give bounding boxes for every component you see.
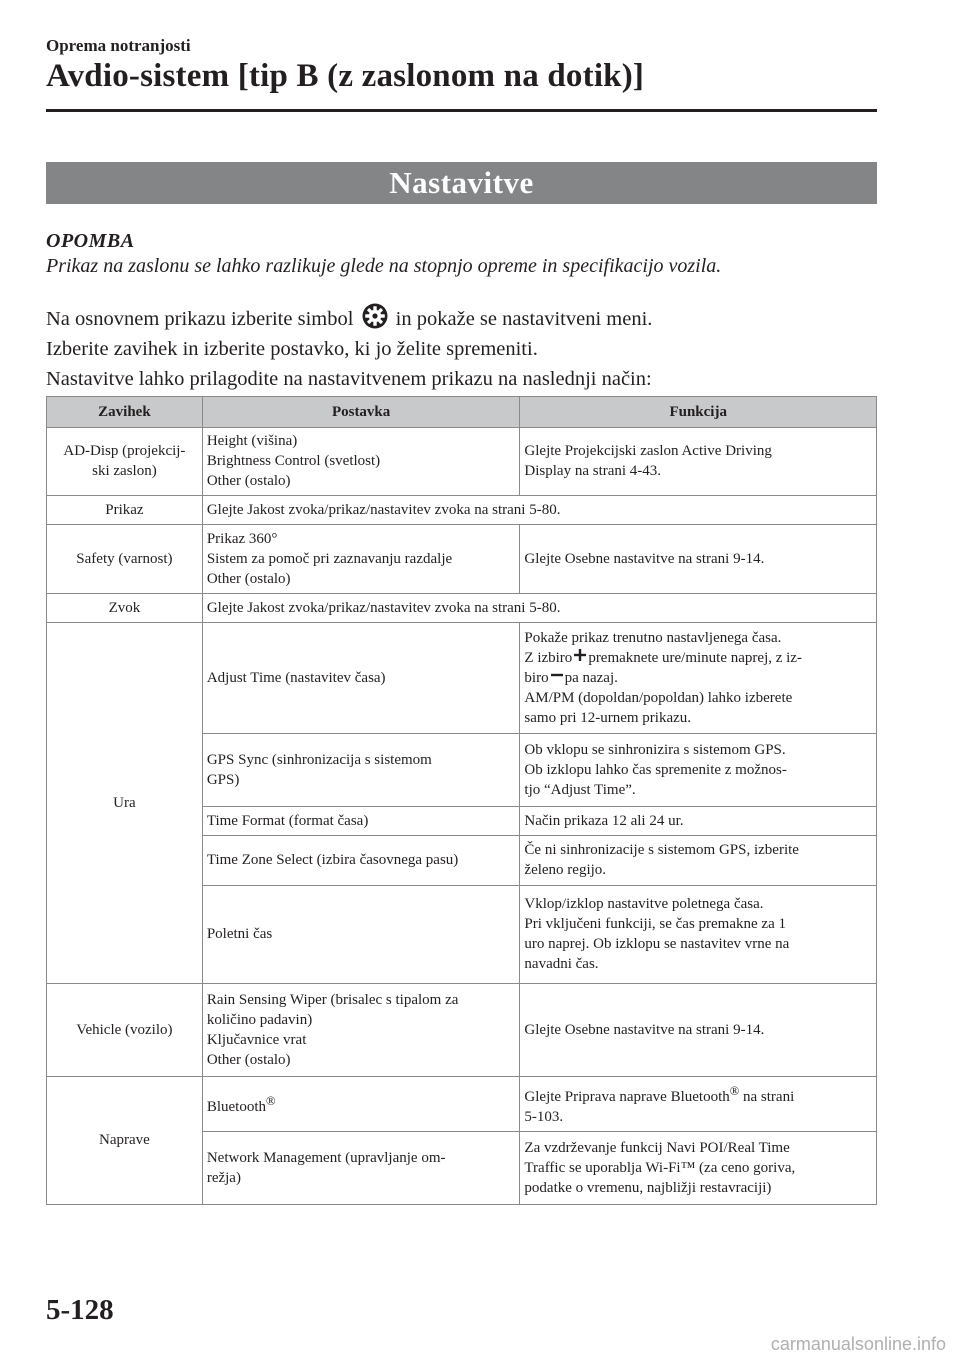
settings-table [46,396,877,1205]
tab-cell-zvok: Zvok [47,594,203,623]
intro-line-3: Nastavitve lahko prilagodite na nastavitvenem prikazu na naslednji način: [46,368,652,390]
watermark: carmanualsonline.info [770,1334,946,1354]
function-text [524,668,872,688]
chapter-title: Avdio-sistem [tip B (z zaslonom na dotik)] [46,58,645,94]
section-header-bar [46,162,877,204]
item-other: Other (ostalo) [206,473,291,489]
function-text [524,648,872,668]
function-text: Za vzdrževanje funkcij Navi POI/Real Time [524,1139,790,1156]
merged-cell: Glejte Jakost zvoka/prikaz/nastavitev zvoka na strani 5-80. [202,594,876,623]
tab-cell-vehicle: Vehicle (vozilo) [47,984,203,1077]
merged-cell: Glejte Jakost zvoka/prikaz/nastavitev zvoka na strani 5-80. [202,496,876,525]
note-text: Prikaz na zaslonu se lahko razlikuje glede na stopnjo opreme in specifikacijo vozila. [46,255,722,277]
function-cell [520,836,877,886]
function-text-part: biro [524,669,549,686]
function-text: AM/PM (dopoldan/popoldan) lahko izberete [524,689,793,706]
function-cell: Glejte Osebne nastavitve na strani 9-14. [520,525,877,594]
table-row [47,594,877,623]
intro-line-1-start: Na osnovnem prikazu izberite simbol [46,308,354,330]
function-cell: Način prikaza 12 ali 24 ur. [520,807,877,836]
item-cell [202,525,520,594]
function-cell [520,734,877,807]
item-text: Other (ostalo) [206,1051,291,1068]
item-text: Bluetooth [206,1098,266,1115]
table-row [47,428,877,496]
function-text: Ob vklopu se sinhronizira s sistemom GPS. [524,741,786,758]
tab-cell-prikaz: Prikaz [47,496,203,525]
item-time-format: Time Format (format časa) [202,807,520,836]
function-text: navadni čas. [524,956,599,972]
tab-cell-naprave: Naprave [47,1077,203,1205]
function-cell [520,1077,877,1132]
function-text: Če ni sinhronizacije s sistemom GPS, izberite [524,842,799,858]
tab-label-line: AD-Disp (projekcij- [63,443,186,459]
minus-icon [551,669,563,681]
item-gps-sync [202,734,520,807]
table-row [47,984,877,1077]
function-text: uro naprej. Ob izklopu se nastavitev vrne na [524,936,790,952]
function-cell: Glejte Osebne nastavitve na strani 9-14. [520,984,877,1077]
intro-line-1-end: in pokaže se nastavitveni meni. [395,308,653,330]
item-other: Other (ostalo) [206,570,291,587]
function-text: tjo “Adjust Time”. [524,781,636,798]
function-text: Traffic se uporablja Wi-Fi™ (za ceno goriva, [524,1159,796,1176]
function-text [524,1081,872,1107]
item-text: količino padavin) [206,1011,313,1028]
item-height: Height (višina) [206,433,298,449]
table-header-row [47,397,877,428]
intro-line-2: Izberite zavihek in izberite postavko, ki jo želite spremeniti. [46,338,538,360]
function-text: 5-103. [524,1108,564,1125]
tab-label-line: ski zaslon) [92,463,157,479]
table-row [47,623,877,734]
item-text: Ključavnice vrat [206,1031,307,1048]
item-adjust-time: Adjust Time (nastavitev časa) [202,623,520,734]
table-row [47,525,877,594]
item-cell [202,428,520,496]
column-header-function: Funkcija [520,397,877,428]
item-text: GPS Sync (sinhronizacija s sistemom [206,751,432,768]
section-label: Oprema notranjosti [46,36,191,55]
table-row [47,496,877,525]
item-cell [202,984,520,1077]
function-cell [520,428,877,496]
settings-gear-icon [361,302,389,330]
function-text: Pokaže prikaz trenutno nastavljenega časa. [524,629,782,646]
function-text: Vklop/izklop nastavitve poletnega časa. [524,896,764,912]
table-row [47,1077,877,1132]
title-divider [46,109,877,112]
column-header-item: Postavka [202,397,520,428]
tab-cell-ad-disp [47,428,203,496]
item-bluetooth [202,1077,520,1132]
item-daylight-saving: Poletni čas [202,886,520,984]
function-text: podatke o vremenu, najbližji restavraciji) [524,1179,772,1196]
function-text: Pri vključeni funkciji, se čas premakne za 1 [524,916,786,932]
registered-mark: ® [266,1093,276,1108]
item-text: Network Management (upravljanje om- [206,1149,446,1166]
function-text: Ob izklopu lahko čas spremenite z možnos- [524,761,787,778]
item-network-management [202,1132,520,1205]
function-text: samo pri 12-urnem prikazu. [524,709,692,726]
intro-line-1 [46,302,652,334]
function-cell [520,886,877,984]
function-text-part: na strani [743,1088,795,1105]
function-cell [520,623,877,734]
function-text: želeno regijo. [524,862,607,878]
item-time-zone: Time Zone Select (izbira časovnega pasu) [202,836,520,886]
tab-cell-safety: Safety (varnost) [47,525,203,594]
item-360-view: Prikaz 360° [206,530,278,547]
page-number: 5-128 [46,1294,114,1326]
function-text-part: premaknete ure/minute naprej, z iz- [588,649,802,666]
function-text-part: Glejte Priprava naprave Bluetooth [524,1088,730,1105]
item-text: režja) [206,1169,241,1186]
registered-mark: ® [729,1083,740,1098]
intro-text [46,302,652,394]
column-header-tab: Zavihek [47,397,203,428]
plus-icon [574,649,586,661]
function-text: Display na strani 4-43. [524,463,662,479]
item-parking-sensor: Sistem za pomoč pri zaznavanju razdalje [206,550,453,567]
item-text: GPS) [206,771,240,788]
function-text: Glejte Projekcijski zaslon Active Driving [524,443,772,459]
tab-cell-ura: Ura [47,623,203,984]
function-text-part: pa nazaj. [564,669,618,686]
note-heading: OPOMBA [46,230,135,252]
function-cell [520,1132,877,1205]
item-text: Rain Sensing Wiper (brisalec s tipalom za [206,991,459,1008]
section-title: Nastavitve [389,165,534,200]
item-brightness: Brightness Control (svetlost) [206,453,381,469]
function-text-part: Z izbiro [524,649,573,666]
